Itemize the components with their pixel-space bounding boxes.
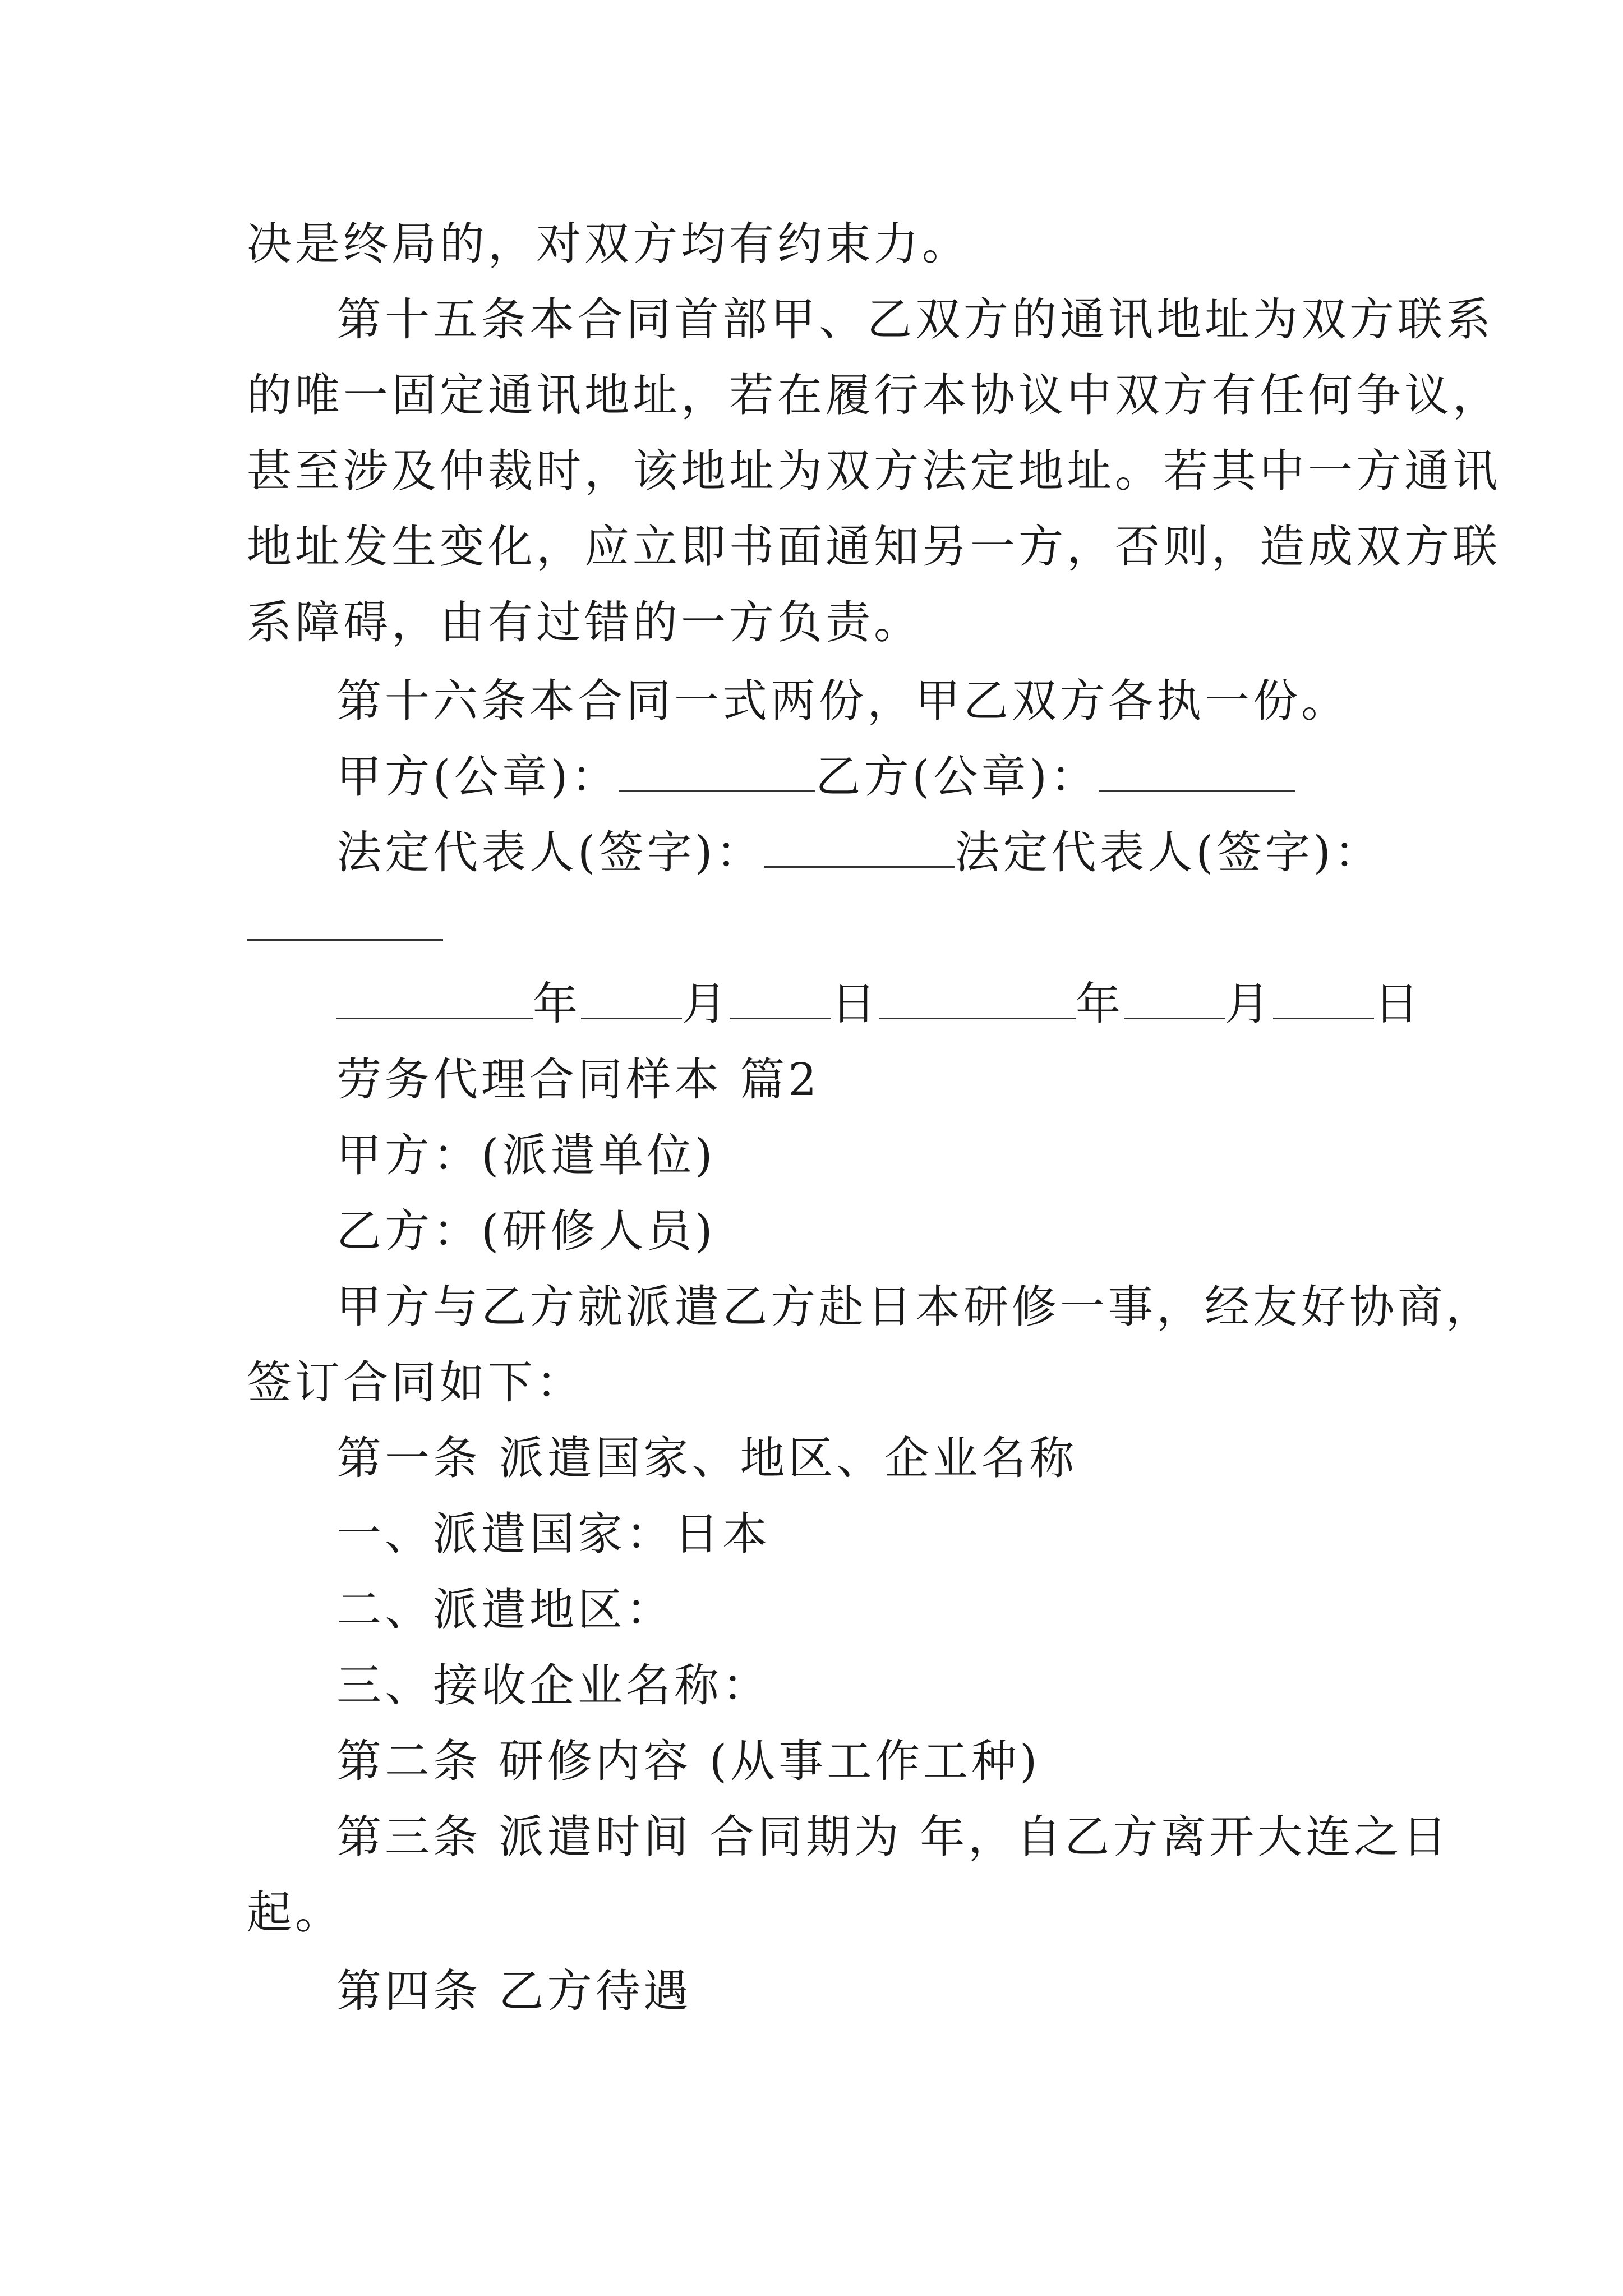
- paragraph-line: 第十六条本合同一式两份，甲乙双方各执一份。: [336, 675, 1349, 727]
- paragraph-line: 甲方与乙方就派遣乙方赴日本研修一事，经友好协商，: [336, 1281, 1494, 1333]
- paragraph-line: 决是终局的，对双方均有约束力。: [247, 218, 970, 270]
- party-a-seal-label: 甲方(公章)：: [336, 751, 620, 803]
- paragraph-line: 系障碍，由有过错的一方负责。: [247, 596, 922, 648]
- paragraph-line: 起。: [247, 1887, 343, 1939]
- party-b-line: 乙方：(研修人员): [336, 1205, 716, 1257]
- legal-rep-b-label: 法定代表人(签字)：: [955, 826, 1382, 878]
- day-blank-2: [1273, 978, 1374, 1019]
- date-line: [336, 976, 1422, 1032]
- paragraph-line: 的唯一固定通讯地址，若在履行本协议中双方有任何争议，: [247, 369, 1501, 421]
- article-item: 一、派遣国家：日本: [336, 1508, 771, 1560]
- paragraph-line: 第十五条本合同首部甲、乙双方的通讯地址为双方联系: [336, 293, 1494, 346]
- year-label: 年: [533, 978, 581, 1030]
- paragraph-line: 地址发生变化，应立即书面通知另一方，否则，造成双方联: [247, 521, 1501, 573]
- article-item: 三、接收企业名称：: [336, 1659, 771, 1711]
- section-title: 劳务代理合同样本 篇2: [336, 1053, 820, 1106]
- party-a-line: 甲方：(派遣单位): [336, 1129, 716, 1181]
- legal-rep-a-blank: [764, 827, 955, 868]
- year-label-2: 年: [1076, 978, 1124, 1030]
- month-blank: [581, 978, 682, 1019]
- article-heading: 第三条 派遣时间 合同期为 年，自乙方离开大连之日: [336, 1811, 1451, 1863]
- month-label-2: 月: [1225, 978, 1273, 1030]
- legal-rep-b-blank: [247, 900, 443, 941]
- article-heading: 第一条 派遣国家、地区、企业名称: [336, 1432, 1078, 1484]
- party-b-seal-label: 乙方(公章)：: [815, 751, 1099, 803]
- month-label: 月: [682, 978, 730, 1030]
- paragraph-line: 签订合同如下：: [247, 1356, 584, 1409]
- seal-line: [336, 749, 1295, 805]
- day-label: 日: [831, 978, 879, 1030]
- day-blank: [730, 978, 831, 1019]
- article-item: 二、派遣地区：: [336, 1584, 674, 1636]
- article-heading: 第四条 乙方待遇: [336, 1965, 692, 2017]
- year-blank-2: [879, 978, 1076, 1019]
- article-heading: 第二条 研修内容 (从事工作工种): [336, 1735, 1041, 1787]
- day-label-2: 日: [1374, 978, 1422, 1030]
- paragraph-line: 甚至涉及仲裁时，该地址为双方法定地址。若其中一方通讯: [247, 445, 1501, 497]
- legal-rep-b-blank-line: [247, 898, 443, 954]
- legal-rep-a-label: 法定代表人(签字)：: [336, 826, 764, 878]
- legal-rep-line: [336, 825, 1382, 881]
- party-b-seal-blank: [1099, 751, 1295, 792]
- month-blank-2: [1124, 978, 1225, 1019]
- party-a-seal-blank: [619, 751, 815, 792]
- year-blank: [336, 978, 533, 1019]
